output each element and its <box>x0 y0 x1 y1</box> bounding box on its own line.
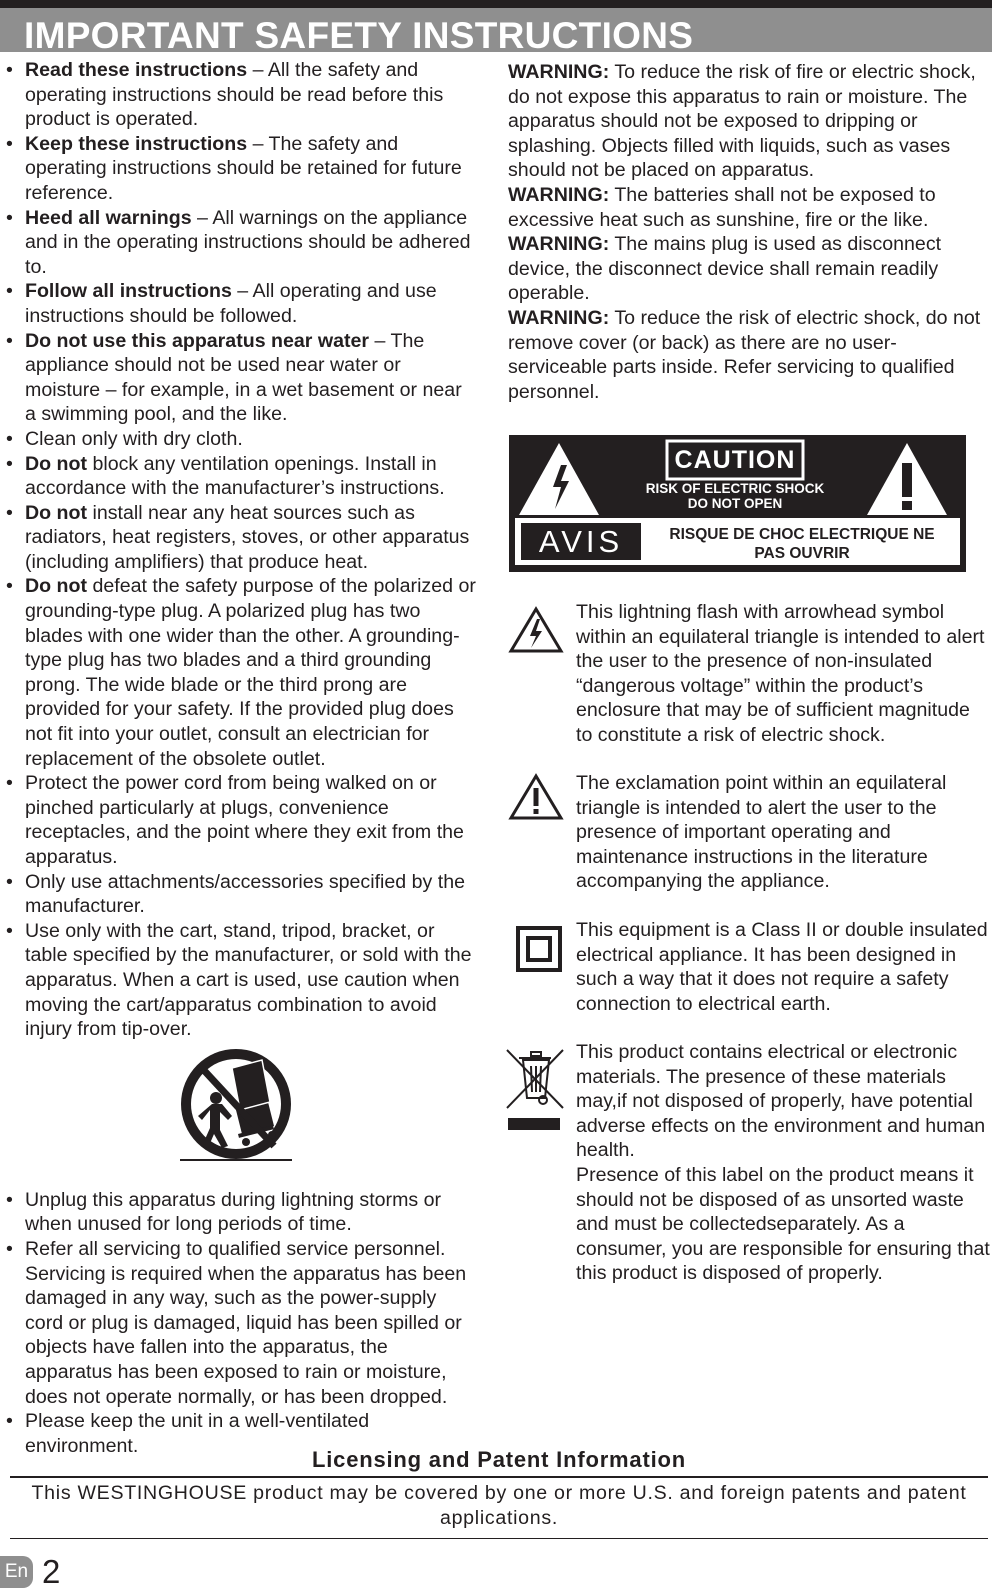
safety-item <box>6 870 478 919</box>
cart-warning-figure <box>6 1046 478 1182</box>
safety-item-heading: Read these instructions <box>25 59 248 81</box>
safety-item <box>6 427 478 452</box>
safety-item <box>6 58 478 132</box>
bullet-dot: • <box>6 919 13 942</box>
bullet-dot: • <box>6 280 13 303</box>
page-header <box>0 8 992 56</box>
bullet-dot: • <box>6 452 13 475</box>
bullet-dot: • <box>6 1188 13 1211</box>
safety-item <box>6 329 478 427</box>
avis-line-2: PAS OUVRIR <box>754 545 850 562</box>
caution-line-2: DO NOT OPEN <box>687 496 783 511</box>
warning-paragraph <box>508 60 986 183</box>
safety-list-continued <box>6 1188 478 1459</box>
warning-label: WARNING: <box>508 233 610 256</box>
safety-item-heading: Heed all warnings <box>25 206 192 229</box>
warning-text: To reduce the risk of fire or electric shock, do not expose this apparatus to rain or moisture. The apparatus should not be exposed to dripping or splashing. Objects filled with liquids, such as vases should not be placed on apparatus. <box>508 61 976 182</box>
double-insulated-square-icon <box>516 926 562 972</box>
safety-item-text: Use only with the cart, stand, tripod, bracket, or table specified by the manufacturer, or sold with the apparatus. When a cart is used, use caution when moving the cart/apparatus combination to avoid injury from tip-over. <box>25 919 472 1041</box>
safety-item-text: – All warnings on the appliance and in the operating instructions should be adhered to. <box>25 206 471 278</box>
safety-item-heading: Do not <box>25 575 88 598</box>
bullet-dot: • <box>6 1237 13 1260</box>
warning-label: WARNING: <box>508 183 610 206</box>
licensing-text: This WESTINGHOUSE product may be covered by one or more U.S. and foreign patents and patent applications. <box>31 1482 967 1529</box>
warning-text: The batteries shall not be exposed to excessive heat such as sunshine, fire or the like. <box>508 183 936 231</box>
page-number: 2 <box>42 1553 61 1590</box>
safety-item-text: Clean only with dry cloth. <box>25 427 243 450</box>
caution-line-1: RISK OF ELECTRIC SHOCK <box>645 481 825 496</box>
safety-item-text: block any ventilation openings. Install in accordance with the manufacturer’s instructions. <box>25 452 445 500</box>
lightning-flash-icon <box>508 606 564 654</box>
lightning-symbol-text: This lightning flash with arrowhead symbol within an equilateral triangle is intended to alert the user to the presence of non-insulated “dangerous voltage” within the product’s enclosure that may be of sufficient magnitude to constitute a risk of electric shock. <box>576 601 985 746</box>
safety-item-text: Protect the power cord from being walked on or pinched particularly at plugs, convenience receptacles, and the point where they exit from the apparatus. <box>25 772 464 868</box>
safety-item-heading: Do not <box>25 452 88 475</box>
crossed-bin-icon <box>505 1048 565 1136</box>
weee-symbol-text: This product contains electrical or electronic materials. The presence of these materials may,if not disposed of properly, have potential adverse effects on the environment and human health. <box>576 1041 986 1162</box>
safety-item <box>6 919 478 1042</box>
warning-text: To reduce the risk of electric shock, do not remove cover (or back) as there are no user-serviceable parts inside. Refer servicing to qualified personnel. <box>508 306 981 403</box>
bullet-dot: • <box>6 772 13 795</box>
warning-label: WARNING: <box>508 61 610 83</box>
weee-symbol-text-2: Presence of this label on the product means it should not be disposed of as unsorted waste and must be collectedseparately. As a consumer, you are responsible for ensuring that this product is disposed of properly. <box>576 1163 990 1285</box>
licensing-section <box>10 1447 988 1531</box>
warning-paragraph <box>508 183 986 232</box>
page-footer <box>0 1553 120 1590</box>
safety-item-text: Refer all servicing to qualified service personnel. Servicing is required when the apparatus has been damaged in any way, such as the power-supply cord or plug is damaged, liquid has been spilled or objects have fallen into the apparatus, the apparatus has been exposed to rain or moisture, does not operate normally, or has been dropped. <box>25 1237 467 1408</box>
safety-item <box>6 132 478 206</box>
caution-word: CAUTION <box>674 446 796 474</box>
safety-item-text: install near any heat sources such as radiators, heat registers, stoves, or other apparatus (including amplifiers) that produce heat. <box>25 501 470 573</box>
safety-item <box>6 574 478 771</box>
bullet-dot: • <box>6 132 13 155</box>
language-badge: En <box>0 1556 33 1588</box>
safety-item-text: Only use attachments/accessories specified by the manufacturer. <box>25 870 465 918</box>
exclamation-symbol-text: The exclamation point within an equilateral triangle is intended to alert the user to the presence of important operating and maintenance instructions in the literature accompanying the appliance. <box>576 772 947 893</box>
licensing-rule <box>10 1476 988 1478</box>
warning-paragraph <box>508 306 986 404</box>
safety-item <box>6 771 478 869</box>
warning-label: WARNING: <box>508 306 610 329</box>
safety-list <box>6 58 478 1042</box>
bullet-dot: • <box>6 206 13 229</box>
avis-line-1: RISQUE DE CHOC ELECTRIQUE NE <box>669 526 935 543</box>
safety-item-text: – All operating and use instructions should be followed. <box>25 280 437 327</box>
page-title: IMPORTANT SAFETY INSTRUCTIONS <box>24 15 694 56</box>
safety-item <box>6 279 478 328</box>
bullet-dot: • <box>6 870 13 893</box>
cart-tipover-icon <box>176 1046 296 1168</box>
bullet-dot: • <box>6 1410 13 1433</box>
bullet-dot: • <box>6 575 13 598</box>
safety-item-heading: Do not use this apparatus near water <box>25 329 370 352</box>
safety-item <box>6 1188 478 1237</box>
warning-paragraph <box>508 232 986 306</box>
safety-item <box>6 1237 478 1409</box>
safety-item-text: – All the safety and operating instructions should be read before this product is operated. <box>25 59 444 131</box>
caution-label <box>509 435 966 572</box>
safety-item <box>6 452 478 501</box>
safety-item-text: Please keep the unit in a well-ventilated environment. <box>25 1410 370 1457</box>
safety-item-text: Unplug this apparatus during lightning storms or when unused for long periods of time. <box>25 1188 442 1236</box>
top-rule <box>0 0 992 8</box>
warning-text: The mains plug is used as disconnect device, the disconnect device shall remain readily operable. <box>508 233 942 305</box>
licensing-title: Licensing and Patent Information <box>312 1447 686 1472</box>
safety-item-heading: Keep these instructions <box>25 132 248 155</box>
warnings-block <box>508 60 986 404</box>
bullet-dot: • <box>6 427 13 450</box>
avis-word: AVIS <box>538 524 624 559</box>
class2-symbol-text: This equipment is a Class II or double insulated electrical appliance. It has been designed in such a way that it does not require a safety connection to electrical earth. <box>576 919 988 1015</box>
safety-item <box>6 501 478 575</box>
safety-instructions-column <box>6 58 478 1458</box>
safety-item-text: defeat the safety purpose of the polarized or grounding-type plug. A polarized plug has two blades with one wider than the other. A grounding-type plug has two blades and a third grounding prong. The wide blade or the third prong are provided for your safety. If the provided plug does not fit into your outlet, consult an electrician for replacement of the obsolete outlet. <box>25 575 476 770</box>
safety-item-text: – The appliance should not be used near water or moisture – for example, in a wet basement or near a swimming pool, and the like. <box>25 329 462 426</box>
exclamation-point-icon <box>508 773 564 821</box>
safety-item-heading: Do not <box>25 501 88 524</box>
safety-item-heading: Follow all instructions <box>25 280 232 303</box>
safety-item-text: – The safety and operating instructions should be retained for future reference. <box>25 132 462 204</box>
footer-rule <box>10 1538 988 1539</box>
bullet-dot: • <box>6 59 13 81</box>
safety-item <box>6 206 478 280</box>
bullet-dot: • <box>6 329 13 352</box>
bullet-dot: • <box>6 501 13 524</box>
